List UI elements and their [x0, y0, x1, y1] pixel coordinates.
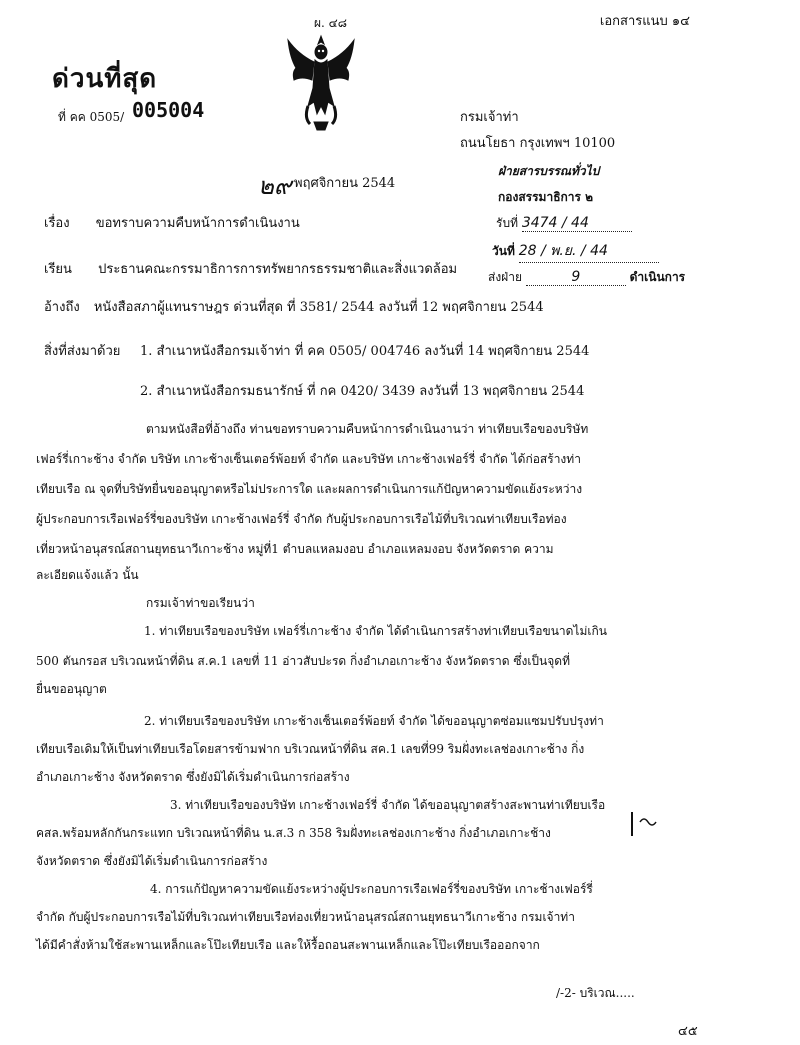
date-day: ๒๙	[258, 172, 292, 200]
body-line: ผู้ประกอบการเรือเฟอร์รี่ของบริษัท เกาะช้างเฟอร์รี่ จำกัด กับผู้ประกอบการเรือไม้ที่บริเวณท่าเทียบเรือท่อง	[36, 512, 567, 526]
body-line: ละเอียดแจ้งแล้ว นั้น	[36, 568, 139, 582]
stamp-dept-label: ส่งฝ่าย	[488, 270, 522, 284]
enclosure-item: 1. สำเนาหนังสือกรมเจ้าท่า ที่ คค 0505/ 004746 ลงวันที่ 14 พฤศจิกายน 2544	[140, 344, 590, 359]
point-1-line: 1. ท่าเทียบเรือของบริษัท เฟอร์รี่เกาะช้าง จำกัด ได้ดำเนินการสร้างท่าเทียบเรือขนาดไม่เกิน	[144, 624, 607, 638]
point-4-line: 4. การแก้ปัญหาความขัดแย้งระหว่างผู้ประกอบการเรือเฟอร์รี่ของบริษัท เกาะช้างเฟอร์รี่	[150, 882, 593, 896]
stamp-date-value: 28 / พ.ย. / 44	[519, 240, 659, 263]
enclosures-label: สิ่งที่ส่งมาด้วย	[44, 344, 121, 359]
point-1-line: 500 ตันกรอส บริเวณหน้าที่ดิน ส.ค.1 เลขที่ 11 อ่าวสับปะรด กิ่งอำเภอเกาะช้าง จังหวัดตราด ซึ่งเป็นจุดที่	[36, 654, 570, 668]
reference-label: อ้างถึง	[44, 300, 80, 315]
continuation-marker: /-2- บริเวณ.....	[556, 986, 635, 1000]
body-line: เที่ยวหน้าอนุสรณ์สถานยุทธนาวีเกาะช้าง หมู่ที่1 ตำบลแหลมงอบ อำเภอแหลมงอบ จังหวัดตราด ความ	[36, 542, 554, 556]
body-line: เฟอร์รี่เกาะช้าง จำกัด บริษัท เกาะช้างเซ็นเตอร์พ้อยท์ จำกัด และบริษัท เกาะช้างเฟอร์รี่ จำกัด ได้ก่อสร้างท่า	[36, 452, 581, 466]
point-2-line: 2. ท่าเทียบเรือของบริษัท เกาะช้างเซ็นเตอร์พ้อยท์ จำกัด ได้ขออนุญาตซ่อมแซมปรับปรุงท่า	[144, 714, 604, 728]
stamp-dept-value: 9	[526, 269, 626, 286]
point-1-line: ยื่นขออนุญาต	[36, 682, 107, 696]
stamp-date-label: วันที่	[492, 244, 515, 258]
margin-pen-mark-icon	[626, 810, 666, 838]
stamp-action-label: ดำเนินการ	[629, 270, 686, 284]
sender-address: ถนนโยธา กรุงเทพฯ 10100	[460, 136, 616, 151]
page-number: ๔๕	[678, 1024, 698, 1039]
urgency-label: ด่วนที่สุด	[52, 64, 158, 94]
stamp-receipt-label: รับที่	[496, 216, 518, 230]
point-4-line: ได้มีคำสั่งห้ามใช้สะพานเหล็กและโป๊ะเทียบเรือ และให้รื้อถอนสะพานเหล็กและโป๊ะเทียบเรือออกจาก	[36, 938, 540, 952]
attachment-label: เอกสารแนบ ๑๔	[599, 14, 690, 29]
point-3-line: จังหวัดตราด ซึ่งยังมิได้เริ่มดำเนินการก่อสร้าง	[36, 854, 268, 868]
date-month-year: พฤศจิกายน 2544	[294, 176, 396, 191]
sender-department: กรมเจ้าท่า	[460, 110, 519, 125]
reference-number-prefix: ที่ คค 0505/	[58, 110, 125, 124]
stamp-committee: กองสรรมาธิการ ๒	[498, 190, 594, 204]
reference-number: 005004	[132, 98, 205, 122]
enclosure-item: 2. สำเนาหนังสือกรมธนารักษ์ ที่ กค 0420/ 3439 ลงวันที่ 13 พฤศจิกายน 2544	[140, 384, 585, 399]
stamp-receipt-number: 3474 / 44	[522, 215, 632, 232]
point-4-line: จำกัด กับผู้ประกอบการเรือไม้ที่บริเวณท่าเทียบเรือท่องเที่ยวหน้าอนุสรณ์สถานยุทธนาวีเกาะช้าง กรมเจ้าท่า	[36, 910, 575, 924]
body-line: ตามหนังสือที่อ้างถึง ท่านขอทราบความคืบหน้าการดำเนินงานว่า ท่าเทียบเรือของบริษัท	[146, 422, 589, 436]
stamp-office: ฝ่ายสารบรรณทั่วไป	[498, 164, 600, 178]
body-line: เทียบเรือ ณ จุดที่บริษัทยื่นขออนุญาตหรือไม่ประการใด และผลการดำเนินการแก้ปัญหาความขัดแย้งระหว่าง	[36, 482, 583, 496]
to-text: ประธานคณะกรรมาธิการการทรัพยากรธรรมชาติและสิ่งแวดล้อม	[98, 262, 458, 277]
subject-text: ขอทราบความคืบหน้าการดำเนินงาน	[95, 216, 300, 231]
reference-text: หนังสือสภาผู้แทนราษฎร ด่วนที่สุด ที่ 3581/ 2544 ลงวันที่ 12 พฤศจิกายน 2544	[93, 300, 544, 315]
point-2-line: เทียบเรือเดิมให้เป็นท่าเทียบเรือโดยสารข้ามฟาก บริเวณหน้าที่ดิน สค.1 เลขที่99 ริมฝั่งทะเลช่องเกาะช้าง กิ่ง	[36, 742, 585, 756]
point-3-line: 3. ท่าเทียบเรือของบริษัท เกาะช้างเฟอร์รี่ จำกัด ได้ขออนุญาตสร้างสะพานท่าเทียบเรือ	[170, 798, 606, 812]
point-2-line: อำเภอเกาะช้าง จังหวัดตราด ซึ่งยังมิได้เริ่มดำเนินการก่อสร้าง	[36, 770, 350, 784]
to-label: เรียน	[44, 262, 72, 277]
point-3-line: คสล.พร้อมหลักกันกระแทก บริเวณหน้าที่ดิน น.ส.3 ก 358 ริมฝั่งทะเลช่องเกาะช้าง กิ่งอำเภอเกาะช้าง	[36, 826, 551, 840]
body-lead: กรมเจ้าท่าขอเรียนว่า	[146, 596, 255, 610]
subject-label: เรื่อง	[44, 216, 70, 231]
garuda-emblem-icon	[284, 32, 358, 132]
form-code: ผ. ๔๘	[314, 16, 347, 30]
